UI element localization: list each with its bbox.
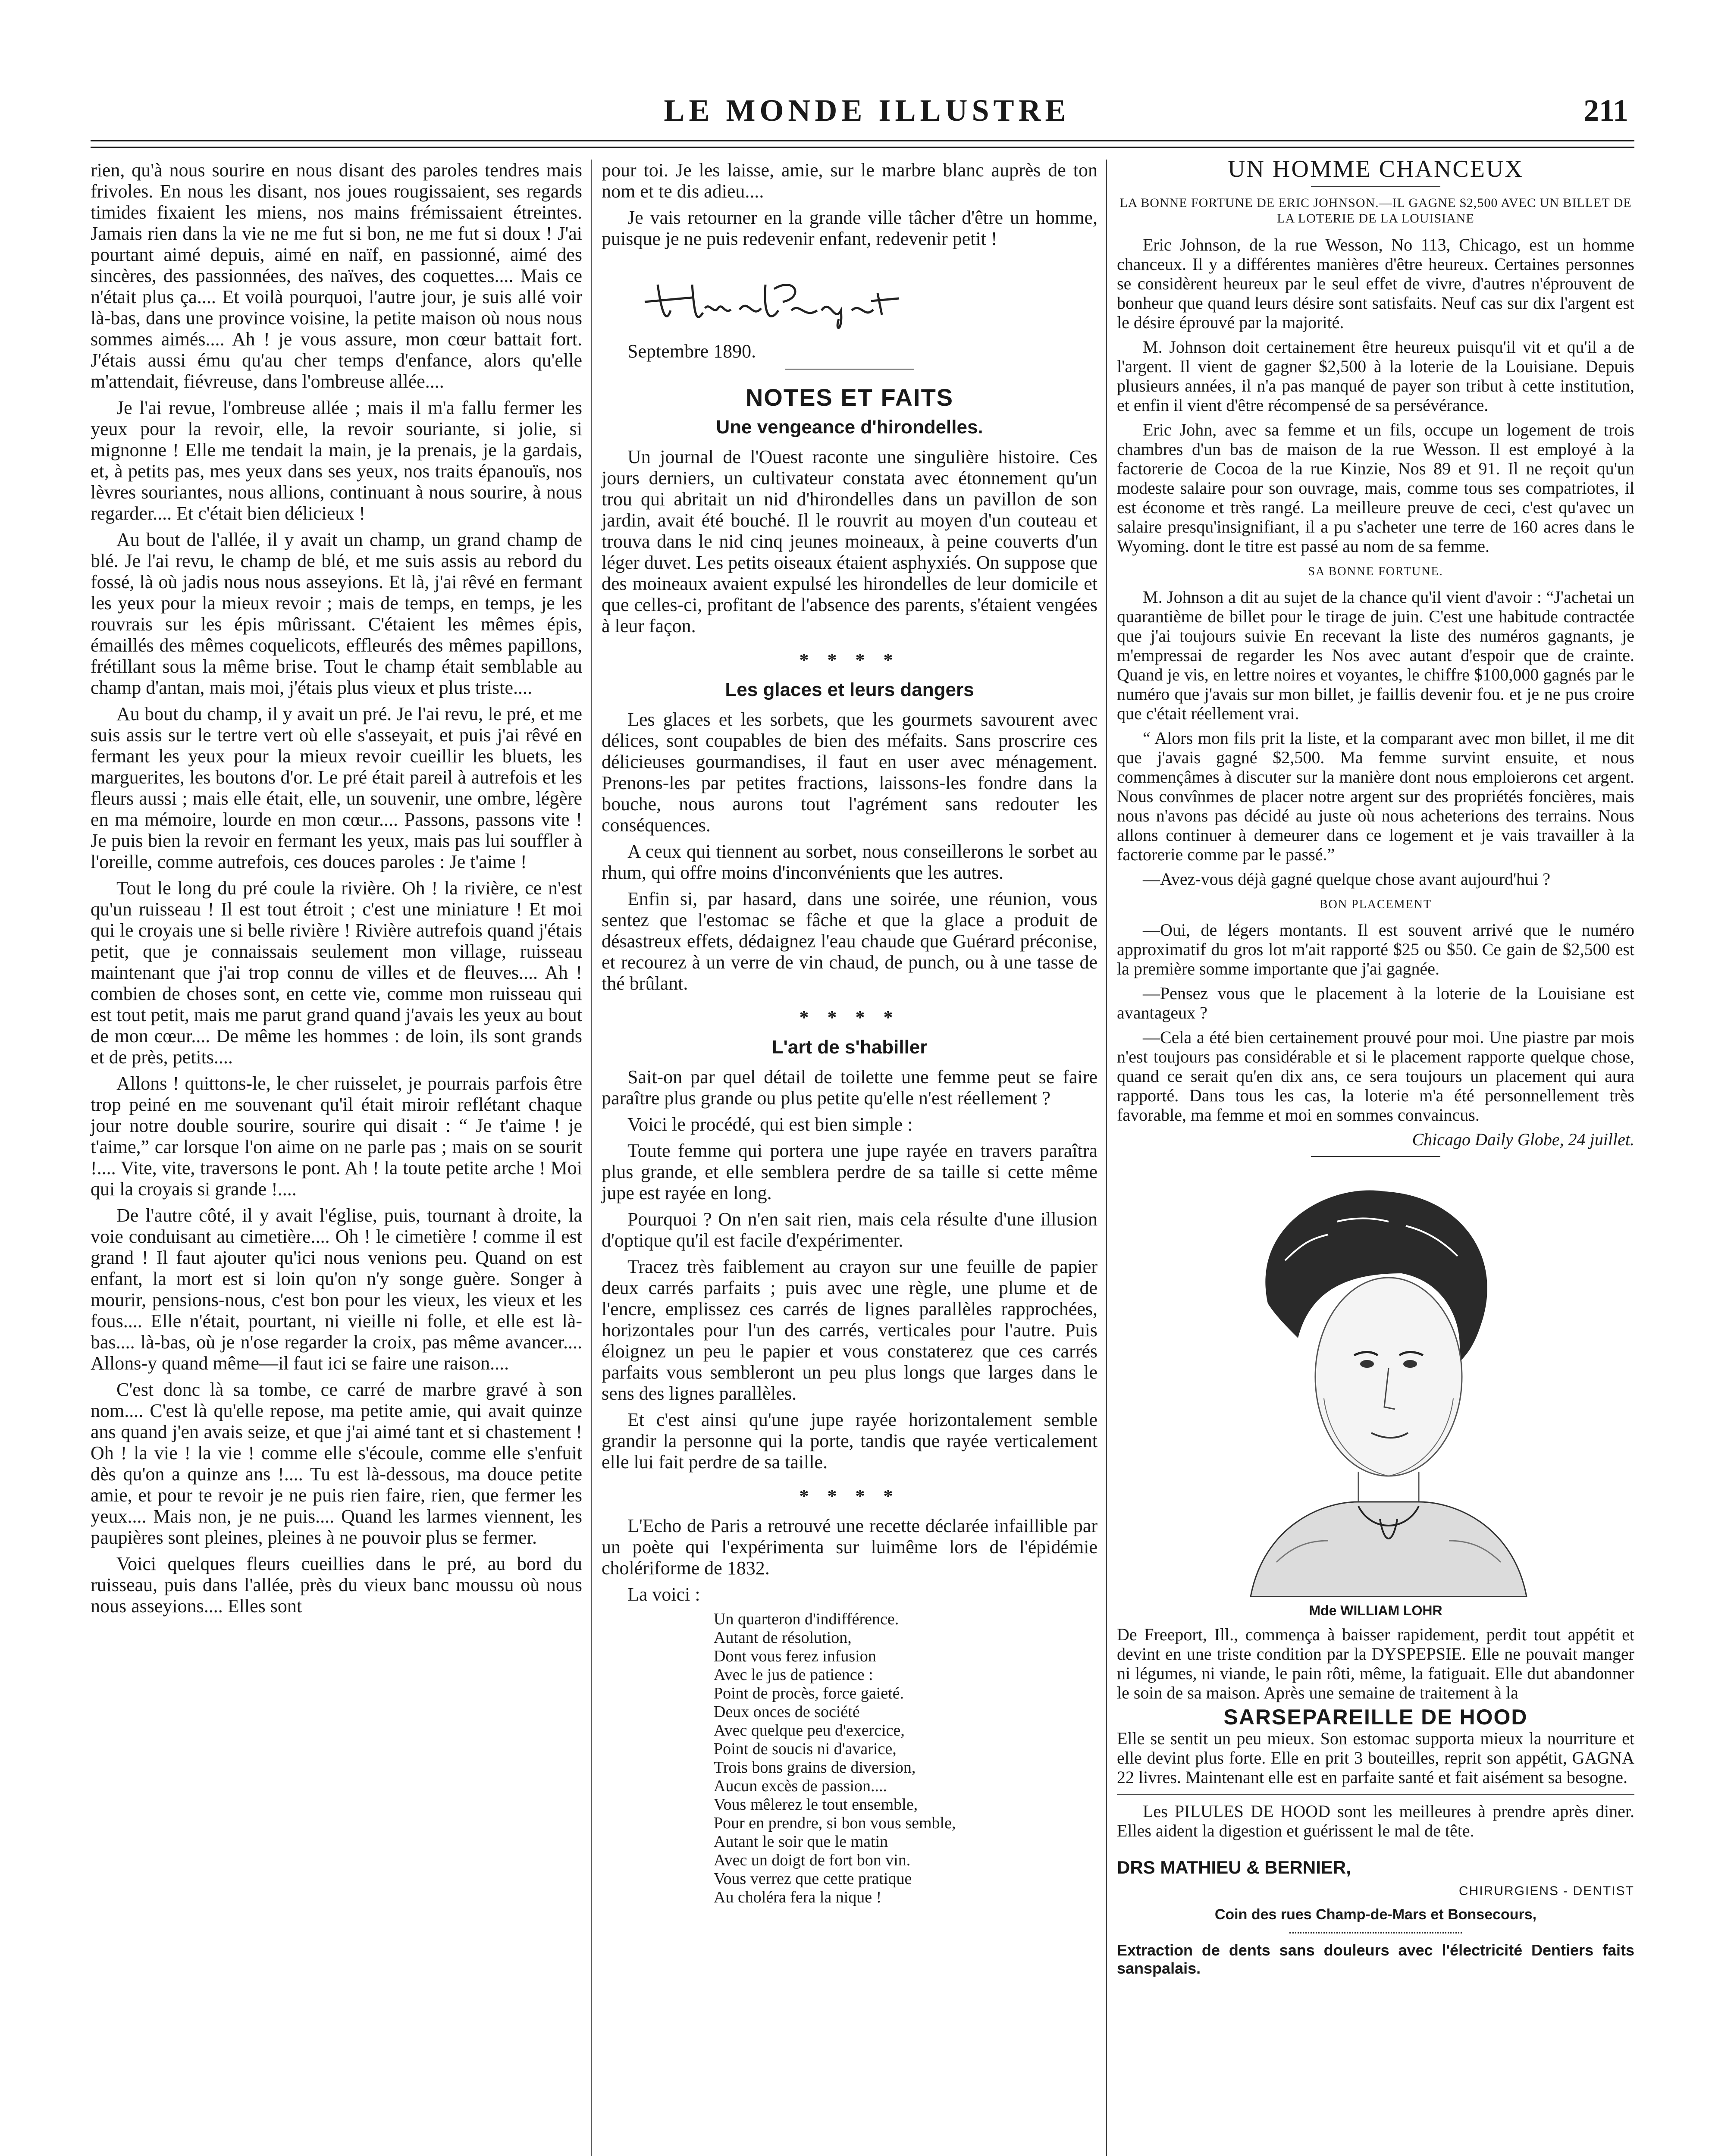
story-paragraph: De l'autre côté, il y avait l'église, puis, tournant à droite, la voie conduisant au cimetière.... Oh ! le cimetière ! comme il est grand ! Il faut ajouter qu'ici nous venions peu. Quand on est enfant, la mort est si loin qu'on n'y songe guère. Songer à mourir, pensions-nous, c'est bon pour les vieux, les vieux et les fous.... Elle n'était, pourtant, ni vieille ni folle, et elle est là-bas.... là-bas, où je n'ose regarder la croix, pas même avancer.... Allons-y quand même—il faut ici se faire une raison.... — [91, 1205, 582, 1374]
separator-stars: * * * * — [799, 649, 900, 671]
page-number: 211 — [1583, 93, 1628, 128]
poem-line: Avec un doigt de fort bon vin. — [714, 1851, 911, 1869]
poem-line: Autant le soir que le matin — [714, 1833, 888, 1851]
poem-line: Pour en prendre, si bon vous semble, — [714, 1814, 956, 1832]
dentist-role: CHIRURGIENS - DENTIST — [1458, 1884, 1634, 1898]
portrait-caption: Mde WILLIAM LOHR — [1309, 1603, 1442, 1618]
column-notes — [602, 160, 1097, 1907]
article-paragraph: M. Johnson a dit au sujet de la chance qu'il vient d'avoir : “J'achetai un quarantième de billet pour le tirage de juin. C'est une habitude contractée que j'ai toujours suivie En recevant la liste des numéros gagnants, je m'empressai de regarder les Nos avec autant d'espoir que de crainte. Quand je vis, en lettre noires et voyantes, le chiffre $100,000 gagnés par le numéro que j'avais sur mon billet, je faillis devenir fou. et je ne pus croire que c'était réellement vrai. — [1117, 587, 1634, 723]
section-rule — [785, 369, 914, 370]
story-paragraph: Je vais retourner en la grande ville tâcher d'être un homme, puisque je ne puis redevenir enfant, redevenir petit ! — [602, 207, 1097, 249]
ad-rule — [1117, 1794, 1634, 1795]
poem-line: Avec quelque peu d'exercice, — [714, 1721, 905, 1739]
ad-paragraph: Les PILULES DE HOOD sont les meilleures à prendre après diner. Elles aident la digestion et guérissent le mal de tête. — [1117, 1802, 1634, 1840]
article-paragraph: La voici : — [627, 1584, 700, 1605]
article-paragraph: Tracez très faiblement au crayon sur une feuille de papier deux carrés parfaits ; puis avec une règle, une plume et de l'encre, emplissez ces carrés de lignes parallèles rapprochées, horizontales pour l'un des carrés, verticales pour l'autre. Puis éloignez un peu le papier et vous constaterez que ces carrés parfaits vous sembleront un peu plus longs que larges dans le sens des lignes parallèles. — [602, 1256, 1097, 1404]
article-paragraph: Un journal de l'Ouest raconte une singulière histoire. Ces jours derniers, un cultivateur constata avec étonnement qu'un trou qui abritait un nid d'hirondelles dans un pavillon de son jardin, avait été bouché. Il le rouvrit au moyen d'un couteau et trouva dans le nid cinq jeunes moineaux, à peine couverts d'un léger duvet. Les petits oiseaux étaient asphyxiés. On suppose que des moineaux avaient expulsé les hirondelles de leur domicile et que celles-ci, profitant de l'absence des parents, s'étaient vengées à leur façon. — [602, 446, 1097, 636]
article-paragraph: —Avez-vous déjà gagné quelque chose avant aujourd'hui ? — [1143, 869, 1551, 889]
story-paragraph: Voici quelques fleurs cueillies dans le pré, au bord du ruisseau, puis dans l'allée, près du vieux banc moussu où nous nous asseyions.... Elles sont — [91, 1553, 582, 1617]
article-title: Les glaces et leurs dangers — [725, 679, 974, 700]
story-paragraph: C'est donc là sa tombe, ce carré de marbre gravé à son nom.... C'est là qu'elle repose, ma petite amie, qui avait quinze ans quand j'en avais seize, et que j'ai aimé tant et si chastement ! Oh ! la vie ! la vie ! comme elle s'écoule, comme elle s'enfuit dès qu'on a quinze ans !.... Tu est là-dessous, ma douce petite amie, et pour te revoir je ne puis rien faire, rien, que fermer les yeux.... Mais non, je ne puis.... Quand les larmes viennent, les paupières sont pleines, pleines à ne pouvoir plus se fermer. — [91, 1379, 582, 1548]
poem — [714, 1610, 1097, 1907]
story-paragraph: pour toi. Je les laisse, amie, sur le marbre blanc auprès de ton nom et te dis adieu.... — [602, 160, 1097, 202]
poem-line: Point de soucis ni d'avarice, — [714, 1740, 897, 1758]
article-title: L'art de s'habiller — [771, 1037, 928, 1058]
separator-stars: * * * * — [799, 1007, 900, 1028]
story-paragraph: Allons ! quittons-le, le cher ruisselet, je pourrais parfois être trop peiné en me souvenant qu'il était miroir reflétant chaque jour notre double sourire, sourire qui disait : “ Je t'aime ! je t'aime,” car lorsque l'on aime on ne parle pas ; mais on se sourit !.... Vite, vite, traversons le pont. Ah ! la toute petite arche ! Moi qui la croyais si grande !.... — [91, 1073, 582, 1200]
article-paragraph: A ceux qui tiennent au sorbet, nous conseillerons le sorbet au rhum, qui offre moins d'inconvénients que les autres. — [602, 841, 1097, 883]
masthead — [0, 93, 1734, 144]
poem-line: Autant de résolution, — [714, 1629, 852, 1647]
poem-line: Aucun excès de passion.... — [714, 1777, 887, 1795]
story-paragraph: Au bout du champ, il y avait un pré. Je l'ai revu, le pré, et me suis assis sur le tertre vert où elle s'asseyait, et puis j'ai rêvé en fermant les yeux pour la mieux revoir cueillir les bluets, les marguerites, les boutons d'or. Le pré était pareil à autrefois et les fleurs aussi ; mais elle était, elle, un souvenir, une ombre, légère en ma mémoire, lourde en mon cœur.... Passons, passons vite ! Je puis bien la revoir en fermant les yeux, mais pas lui souffler à l'oreille, comme autrefois, ces douces paroles : Je t'aime ! — [91, 703, 582, 872]
ad-product-name: SARSEPAREILLE DE HOOD — [1223, 1705, 1528, 1729]
subhead: SA BONNE FORTUNE. — [1308, 565, 1443, 578]
poem-line: Au choléra fera la nique ! — [714, 1888, 882, 1906]
separator-stars: * * * * — [799, 1485, 900, 1507]
ad-paragraph: De Freeport, Ill., commença à baisser rapidement, perdit tout appétit et devint en une triste condition par la DYSPEPSIE. Elle ne pouvait manger ni légumes, ni viande, le pain rôti, même, la fatiguait. Elle dut abandonner le soin de sa maison. Après une semaine de traitement à la — [1117, 1625, 1634, 1702]
article-paragraph: M. Johnson doit certainement être heureux puisqu'il vit et qu'il a de l'argent. Il vient de gagner $2,500 à la loterie de la Louisiane. Depuis plusieurs années, il n'a pas manqué de payer son tribut à cette institution, et enfin il vient d'être récompensé de sa persévérance. — [1117, 337, 1634, 415]
story-paragraph: rien, qu'à nous sourire en nous disant des paroles tendres mais frivoles. En nous les disant, nos joues rougissaient, ses regards timides fixaient les miens, nos mains frémissaient étreintes. Jamais rien dans la vie ne me fut si bon, ne me fut si doux ! J'ai pourtant aimé depuis, aimé en naïf, en passionné, aimé des sincères, des passionnées, des naïves, des coquettes.... Mais ce n'était plus ça.... Et voilà pourquoi, l'autre jour, je suis allé voir là-bas, dans une province voisine, la petite maison où nous nous sommes aimés.... Ah ! je vous assure, mon cœur battait fort. J'étais aussi ému qu'au cher temps d'enfance, alors qu'elle m'attendait, fiévreuse, dans l'ombreuse allée.... — [91, 160, 582, 392]
article-paragraph: Enfin si, par hasard, dans une soirée, une réunion, vous sentez que l'estomac se fâche et que la glace a produit de désastreux effets, dédaignez l'eau chaude que Guérard préconise, et recourez à un verre de vin chaud, de punch, ou à une tasse de thé brûlant. — [602, 888, 1097, 994]
masthead-rule-2 — [91, 147, 1634, 148]
ad-paragraph: Elle se sentit un peu mieux. Son estomac supporta mieux la nourriture et elle devint plus forte. Elle en prit 3 bouteilles, reprit son appétit, GAGNA 22 livres. Maintenant elle est en parfaite santé et fait aisément sa besogne. — [1117, 1729, 1634, 1787]
article-paragraph: —Oui, de légers montants. Il est souvent arrivé que le numéro approximatif du gros lot m'ait rapporté $25 ou $50. Ce gain de $2,500 est la première somme importante que j'ai gagnée. — [1117, 920, 1634, 978]
portrait-engraving — [1199, 1174, 1552, 1597]
section-title: NOTES ET FAITS — [745, 384, 954, 411]
article-paragraph: Et c'est ainsi qu'une jupe rayée horizontalement semble grandir la personne qui la porte, tandis que rayée verticalement elle lui fait perdre de sa taille. — [602, 1409, 1097, 1473]
article-paragraph: —Pensez vous que le placement à la loterie de la Louisiane est avantageux ? — [1117, 984, 1634, 1022]
article-paragraph: Voici le procédé, qui est bien simple : — [627, 1114, 913, 1135]
story-paragraph: Au bout de l'allée, il y avait un champ, un grand champ de blé. Je l'ai revu, le champ de blé, et me suis assis au rebord du fossé, là où jadis nous nous asseyions. Et là, j'ai rêvé en fermant les yeux pour la mieux revoir ; mais de temps, en temps, je les rouvrais sur les épis mûrissant. C'étaient les mêmes épis, émaillés des mêmes coquelicots, effleurés des mêmes papillons, frétillant sous la même brise. Tout le champ était semblable au champ d'antan, mais moi, j'étais plus vieux et plus triste.... — [91, 529, 582, 698]
poem-line: Point de procès, force gaieté. — [714, 1684, 904, 1702]
poem-line: Trois bons grains de diversion, — [714, 1758, 916, 1777]
article-kicker: LA BONNE FORTUNE DE ERIC JOHNSON.—IL GAGNE $2,500 AVEC UN BILLET DE LA LOTERIE DE LA LOUISIANE — [1119, 196, 1632, 226]
column-lottery — [1117, 156, 1634, 1983]
article-paragraph: Eric John, avec sa femme et un fils, occupe un logement de trois chambres d'un bas de maison de la rue Wesson. Il est employé à la factorerie de Cocoa de la rue Kinzie, Nos 89 et 91. Il ne reçoit qu'un modeste salaire pour son ouvrage, mais, comme tous ses compatriotes, il est économe et très rangé. La meilleure preuve de ceci, c'est qu'avec un salaire presqu'insignifiant, il a pu s'acheter une terre de 160 acres dans le Wyoming. dont le titre est passé au nom de sa femme. — [1117, 420, 1634, 556]
dentist-address: Coin des rues Champ-de-Mars et Bonsecours, — [1214, 1906, 1537, 1923]
article-title: UN HOMME CHANCEUX — [1228, 156, 1524, 182]
article-paragraph: Sait-on par quel détail de toilette une femme peut se faire paraître plus grande ou plus petite qu'elle n'est réellement ? — [602, 1066, 1097, 1109]
article-paragraph: Eric Johnson, de la rue Wesson, No 113, Chicago, est un homme chanceux. Il y a différentes manières d'être heureux. Certaines personnes se considèrent heureux par le seul effet de vivre, d'autres n'éprouvent de bonheur que quand leurs désire sont satisfaits. Neuf cas sur dix l'argent est le désire éprouvé par la majorité. — [1117, 235, 1634, 332]
poem-line: Dont vous ferez infusion — [714, 1647, 876, 1665]
poem-line: Vous verrez que cette pratique — [714, 1870, 912, 1888]
article-paragraph: Les glaces et les sorbets, que les gourmets savourent avec délices, sont coupables de bien des méfaits. Sans proscrire ces délicieuses gourmandises, il faut en user avec ménagement. Prenons-les par petites fractions, laissons-les fondre dans la bouche, nous aurons tout l'agrément sans redouter les conséquences. — [602, 709, 1097, 836]
poem-line: Un quarteron d'indifférence. — [714, 1610, 899, 1628]
publication-title: LE MONDE ILLUSTRE — [664, 93, 1070, 128]
dentist-ad — [1117, 1858, 1634, 1977]
signature-image — [602, 267, 947, 332]
poem-line: Deux onces de société — [714, 1703, 860, 1721]
section-rule — [1311, 1156, 1440, 1157]
source-credit: Chicago Daily Globe, 24 juillet. — [1412, 1130, 1634, 1149]
article-paragraph: —Cela a été bien certainement prouvé pour moi. Une piastre par mois n'est toujours pas considérable et si le placement rapporte quelque chose, quand ce serait qu'en dix ans, ce sera toujours un placement qui aura rapporté. Dans tous les cas, la loterie m'a été personnellement très favorable, ma femme et moi en sommes convaincus. — [1117, 1028, 1634, 1125]
subhead: BON PLACEMENT — [1319, 898, 1432, 911]
story-paragraph: Tout le long du pré coule la rivière. Oh ! la rivière, ce n'est qu'un ruisseau ! Il est tout étroit ; c'est une miniature ! Et moi qui le croyais une si belle rivière ! Rivière autrefois quand j'étais petit, que je connaissais seulement mon village, ruisseau maintenant que j'ai trop connu de villes et de fleuves.... Ah ! combien de choses sont, en cette vie, comme mon ruisseau qui est tout petit, mais me parut grand quand j'avais les yeux au bout de mon cœur.... De même les hommes : de loin, ils sont grands et de près, petits.... — [91, 877, 582, 1068]
column-story — [91, 160, 582, 1622]
column-divider — [591, 160, 592, 2156]
column-divider — [1106, 160, 1107, 2156]
dentist-text: Extraction de dents sans douleurs avec l'électricité Dentiers faits sanspalais. — [1117, 1941, 1634, 1977]
wavy-rule — [1289, 1932, 1462, 1934]
poem-line: Avec le jus de patience : — [714, 1666, 873, 1684]
poem-line: Vous mêlerez le tout ensemble, — [714, 1796, 918, 1814]
article-title: Une vengeance d'hirondelles. — [716, 417, 983, 438]
masthead-rule — [91, 140, 1634, 141]
article-paragraph: Pourquoi ? On n'en sait rien, mais cela résulte d'une illusion d'optique qu'il est facile d'expérimenter. — [602, 1209, 1097, 1251]
dentist-name: DRS MATHIEU & BERNIER, — [1117, 1857, 1351, 1877]
story-paragraph: Je l'ai revue, l'ombreuse allée ; mais il m'a fallu fermer les yeux pour la revoir, elle, la revoir souriante, si jolie, si mignonne ! Elle me tendait la main, je la prenais, je la gardais, et, à petits pas, mes yeux dans ses yeux, nos traits épanouïs, nos lèvres souriantes, nous allions, continuant à nous sourire, à nous regarder.... Et c'était bien délicieux ! — [91, 397, 582, 524]
title-rule — [1311, 186, 1440, 187]
story-date: Septembre 1890. — [627, 341, 756, 362]
article-paragraph: L'Echo de Paris a retrouvé une recette déclarée infaillible par un poète qui l'expérimenta sur luimême lors de l'épidémie cholériforme de 1832. — [602, 1515, 1097, 1579]
article-paragraph: Toute femme qui portera une jupe rayée en travers paraîtra plus grande, et elle semblera perdre de sa taille si cette même jupe est rayée en long. — [602, 1140, 1097, 1203]
article-paragraph: “ Alors mon fils prit la liste, et la comparant avec mon billet, il me dit que j'avais gagné $2,500. Ma femme survint ensuite, et nous commençâmes à discuter sur la manière dont nous emploierons cet argent. Nous convînmes de placer notre argent sur des propriétés foncières, mais nous n'avons pas décidé au juste où nous acheterions des terrains. Nous allons continuer à demeurer dans ce logement et je vais travailler à la factorerie comme par le passé.” — [1117, 728, 1634, 864]
